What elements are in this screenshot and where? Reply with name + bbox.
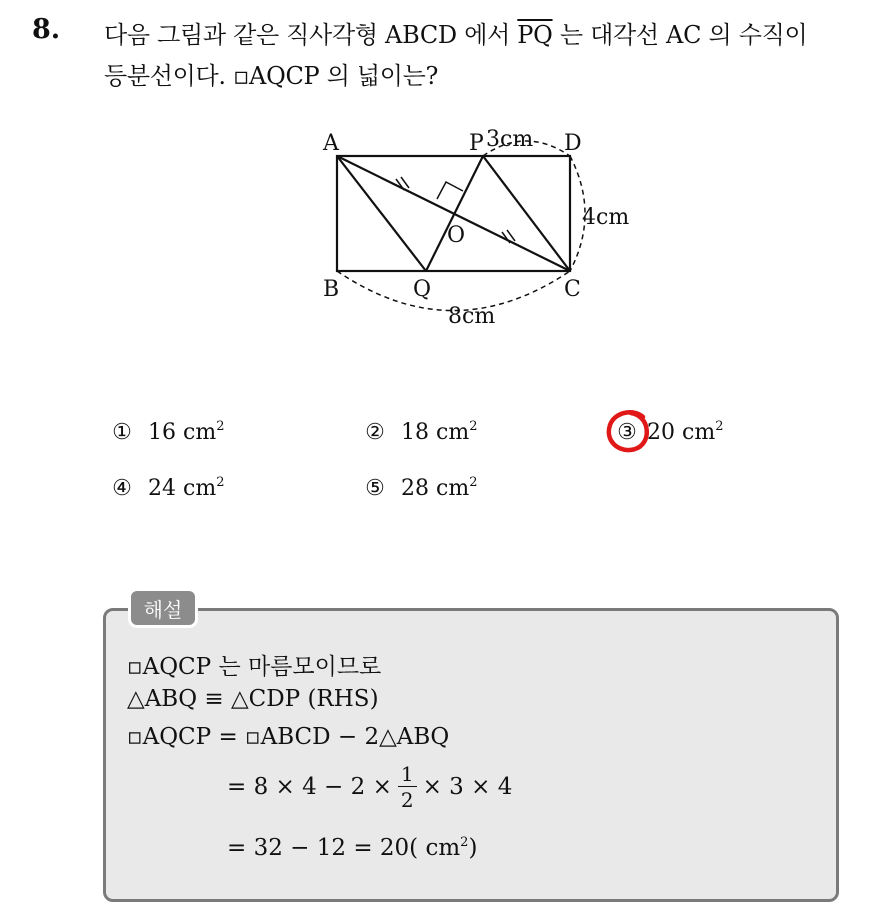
solution-line-1: ▫AQCP 는 마름모이므로 xyxy=(127,654,382,680)
question-text-line-1 xyxy=(104,15,807,50)
segment-pq: $\overline{PQ}$ xyxy=(517,21,553,49)
solution-line-4-post: × 3 × 4 xyxy=(422,774,513,800)
label-c: C xyxy=(564,277,581,302)
choice-2[interactable] xyxy=(363,419,477,445)
label-a: A xyxy=(323,131,339,156)
choice-5-value: 28 $cm^2$ xyxy=(401,475,478,501)
choice-2-marker: ② xyxy=(365,419,385,445)
segment-qp xyxy=(426,156,483,271)
choice-4-value: 24 $cm^2$ xyxy=(148,475,225,501)
choice-3-value: 20 $cm^2$ xyxy=(647,419,724,445)
answer-circle-mark xyxy=(605,408,651,454)
choice-1-value: 16 $cm^2$ xyxy=(148,419,225,445)
label-o: O xyxy=(447,223,466,248)
choice-4[interactable] xyxy=(110,475,224,501)
rectangle-figure xyxy=(300,120,660,335)
fraction-numerator: 1 xyxy=(400,762,414,786)
solution-tab: 해설 xyxy=(128,588,198,628)
right-angle-mark xyxy=(437,182,463,199)
label-b: B xyxy=(323,277,340,302)
dim-pd: 3cm xyxy=(486,127,534,152)
label-d: D xyxy=(564,131,582,156)
solution-line-5: = 32 − 12 = 20( $cm^2$) xyxy=(227,835,478,861)
solution-line-3: ▫AQCP = ▫ABCD − 2△ABQ xyxy=(127,724,450,750)
solution-line-2: △ABQ ≡ △CDP (RHS) xyxy=(127,686,379,712)
choice-5[interactable] xyxy=(363,475,477,501)
label-p: P xyxy=(469,131,484,156)
choice-1-marker: ① xyxy=(112,419,132,445)
question-number: 8. xyxy=(32,14,61,45)
question-text-post: 는 대각선 AC 의 수직이 xyxy=(552,21,808,49)
segment-aq xyxy=(337,156,426,271)
solution-line-4 xyxy=(227,764,512,810)
choice-1[interactable] xyxy=(110,419,224,445)
solution-line-4-pre: = 8 × 4 − 2 × xyxy=(227,774,392,800)
fraction-one-half xyxy=(398,764,417,810)
question-text-line-2: 등분선이다. ▫AQCP 의 넓이는? xyxy=(104,62,439,90)
question-text-pre: 다음 그림과 같은 직사각형 ABCD 에서 xyxy=(104,21,518,49)
choice-2-value: 18 $cm^2$ xyxy=(401,419,478,445)
fraction-denominator: 2 xyxy=(398,786,417,810)
label-q: Q xyxy=(413,277,432,302)
choice-5-marker: ⑤ xyxy=(365,475,385,501)
figure-svg xyxy=(300,120,660,335)
choice-4-marker: ④ xyxy=(112,475,132,501)
dim-dc: 4cm xyxy=(582,205,630,230)
segment-pc xyxy=(483,156,570,271)
dim-bc: 8cm xyxy=(448,304,496,329)
choice-3-marker: ③ xyxy=(617,419,637,445)
